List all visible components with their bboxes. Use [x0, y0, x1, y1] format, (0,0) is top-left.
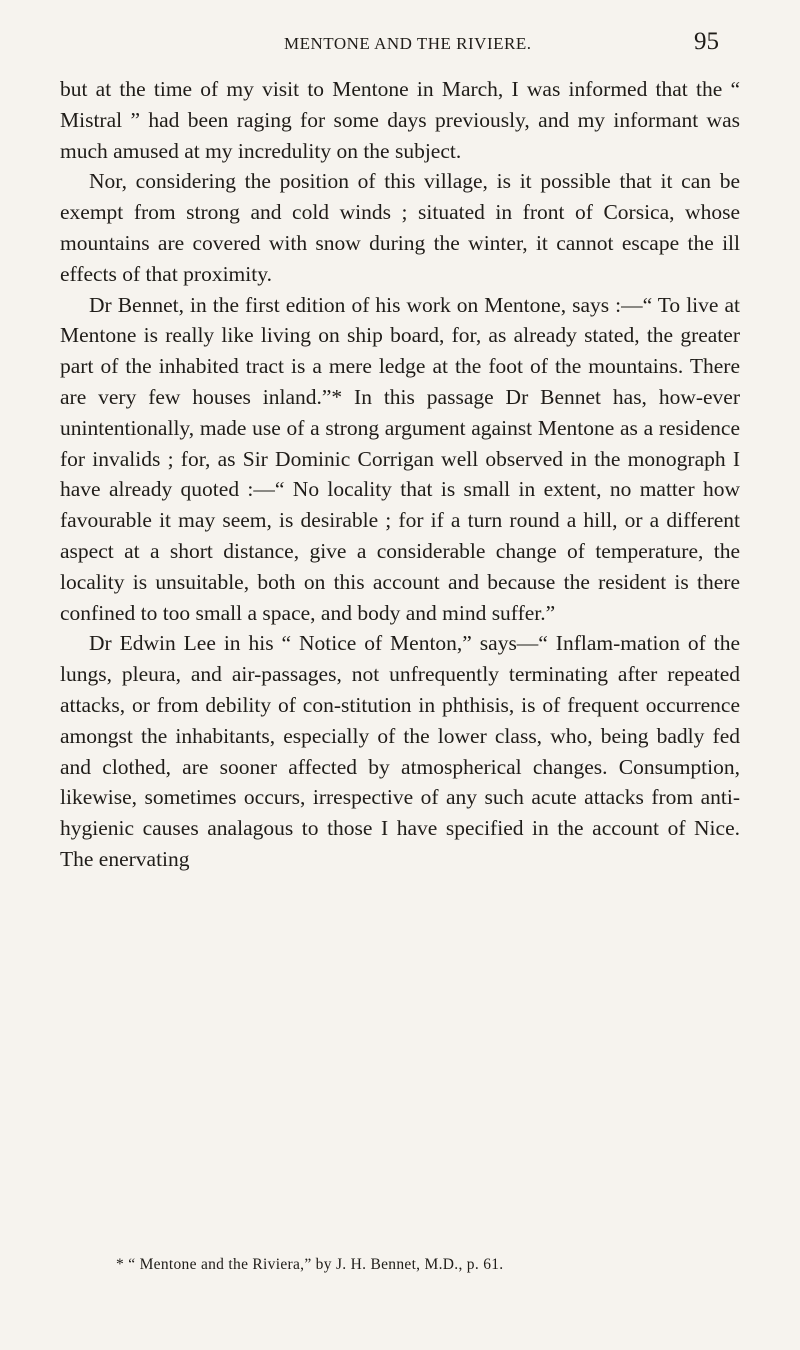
page-number: 95 — [694, 28, 719, 55]
footnote: * “ Mentone and the Riviera,” by J. H. Bennet, M.D., p. 61. — [116, 1256, 504, 1273]
running-header — [0, 28, 800, 58]
paragraph-continued: but at the time of my visit to Mentone in March, I was informed that the “ Mistral ” had been raging for some days previously, and my informant was much amused at my incredulity on the subject. — [60, 77, 740, 163]
paragraph: Nor, considering the position of this village, is it possible that it can be exempt from strong and cold winds ; situated in front of Corsica, whose mountains are covered with snow during the winter, it cannot escape the ill effects of that proximity. — [60, 169, 740, 286]
running-title: MENTONE AND THE RIVIERE. — [284, 34, 532, 53]
paragraph: Dr Edwin Lee in his “ Notice of Menton,” says—“ Inflam-mation of the lungs, pleura, and air-passages, not unfrequently terminating after repeated attacks, or from debility of con-stitution in phthisis, is of frequent occurrence amongst the inhabitants, especially of the lower class, who, being badly fed and clothed, are sooner affected by atmospherical changes. Consumption, likewise, sometimes occurs, irrespective of any such acute attacks from anti-hygienic causes analagous to those I have specified in the account of Nice. The enervating — [60, 631, 740, 871]
body-text — [60, 74, 740, 875]
paragraph: Dr Bennet, in the first edition of his work on Mentone, says :—“ To live at Mentone is really like living on ship board, for, as already stated, the greater part of the inhabited tract is a mere ledge at the foot of the mountains. There are very few houses inland.”* In this passage Dr Bennet has, how-ever unintentionally, made use of a strong argument against Mentone as a residence for invalids ; for, as Sir Dominic Corrigan well observed in the monograph I have already quoted :—“ No locality that is small in extent, no matter how favourable it may seem, is desirable ; for if a turn round a hill, or a different aspect at a short distance, give a considerable change of temperature, the locality is unsuitable, both on this account and because the resident is there confined to too small a space, and body and mind suffer.” — [60, 292, 740, 625]
